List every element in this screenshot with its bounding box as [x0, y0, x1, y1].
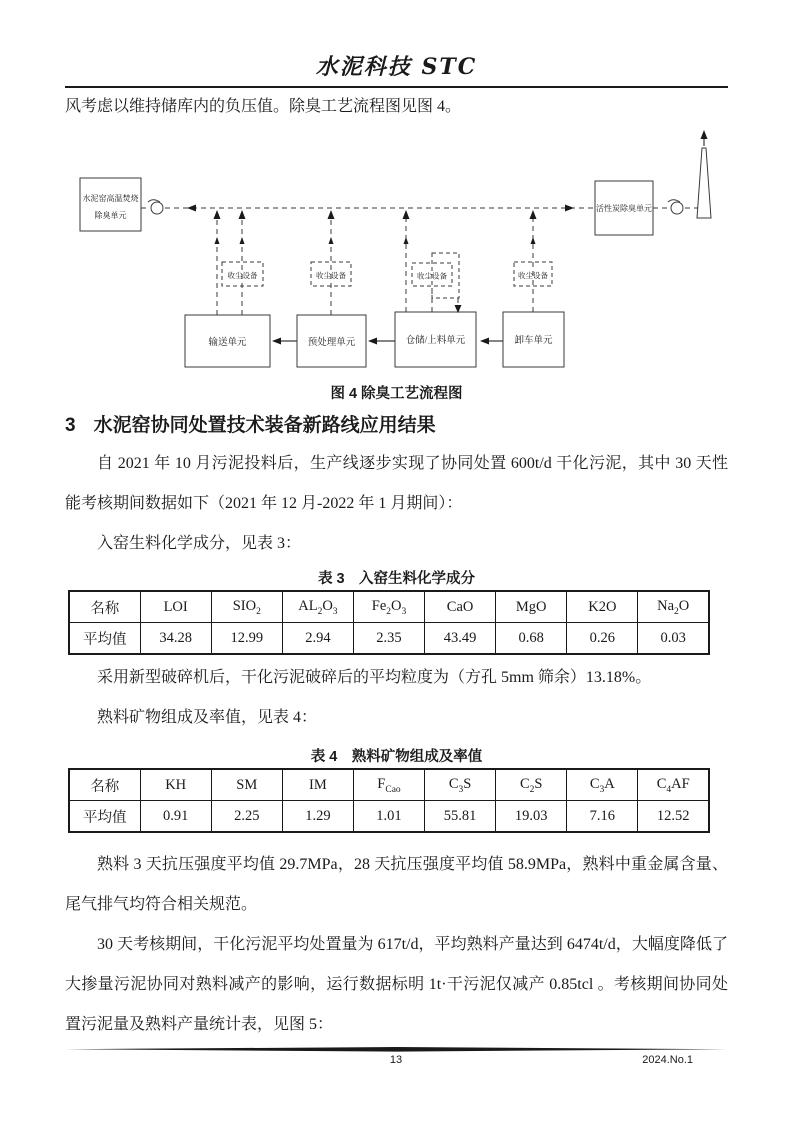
table-data-cell: 1.29	[282, 801, 353, 833]
table-data-cell: 平均值	[69, 623, 140, 655]
table-data-cell: 12.52	[638, 801, 709, 833]
table-header-cell: 名称	[69, 769, 140, 801]
table-data-cell: 43.49	[425, 623, 496, 655]
header-rule	[65, 86, 728, 88]
table-header-cell: $Na_2O$	[638, 591, 709, 623]
arrow-left-icon	[187, 205, 196, 212]
table-data-cell: 0.68	[496, 623, 567, 655]
unload-unit-box	[503, 312, 564, 367]
figure4-area	[0, 122, 793, 384]
table-header-cell: $SIO_2$	[211, 591, 282, 623]
table-data-cell: 1.01	[353, 801, 424, 833]
table-header-cell: $F_{Cao}$	[353, 769, 424, 801]
svg-text:收尘设备: 收尘设备	[518, 271, 548, 280]
table-header-cell: $C_3S$	[425, 769, 496, 801]
table-data-cell: 0.91	[140, 801, 211, 833]
paragraph-clinker-intro: 熟料矿物组成及率值，见表 4：	[97, 709, 318, 726]
table-clinker-minerals	[68, 768, 710, 833]
table-data-cell: 0.26	[567, 623, 638, 655]
table-data-cell: 0.03	[638, 623, 709, 655]
table-header-cell: K2O	[567, 591, 638, 623]
svg-text:收尘设备: 收尘设备	[227, 271, 258, 280]
table-header-cell: $C_3A$	[567, 769, 638, 801]
table-header-cell: IM	[282, 769, 353, 801]
paragraph-assessment: 30 天考核期间，干化污泥平均处置量为 617t/d，平均熟料产量达到 6474t/d，大幅度降低了大掺量污泥协同对熟料减产的影响，运行数据标明 1t·干污泥仅减产 0.85tcl 。考核期间协同处置污泥量及熟料产量统计表，见图 5：	[65, 936, 728, 1033]
arrow-right-icon	[565, 205, 574, 212]
svg-text:除臭单元: 除臭单元	[94, 211, 127, 220]
page-number: 13	[389, 1054, 403, 1066]
pretreat-unit-box	[297, 315, 366, 367]
table-data-cell: 55.81	[425, 801, 496, 833]
section-number: 3	[65, 415, 76, 436]
svg-text:预处理单元: 预处理单元	[307, 338, 356, 348]
journal-title: 水泥科技 STC	[315, 54, 478, 80]
table-header-cell: 名称	[69, 591, 140, 623]
svg-text:仓储/上料单元: 仓储/上料单元	[405, 336, 466, 346]
svg-text:活性炭除臭单元: 活性炭除臭单元	[596, 204, 652, 213]
section-heading	[65, 411, 728, 441]
flow-arrows	[272, 338, 503, 345]
table-data-cell: 12.99	[211, 623, 282, 655]
table-header-cell: MgO	[496, 591, 567, 623]
table-raw-meal-composition	[68, 590, 710, 655]
footer-rule	[65, 1047, 727, 1052]
svg-text:卸车单元: 卸车单元	[514, 336, 553, 346]
table-header-cell: $C_2S$	[496, 769, 567, 801]
fan-icon	[668, 200, 683, 214]
table-header-cell: $C_4AF$	[638, 769, 709, 801]
chimney-icon	[697, 130, 711, 218]
paragraph-investment: 自 2021 年 10 月污泥投料后，生产线逐步实现了协同处置 600t/d 干化污泥，其中 30 天性能考核期间数据如下（2021 年 12 月-2022 年 1 月期间）：	[65, 455, 728, 512]
figure4-flowchart	[0, 122, 793, 384]
intro-paragraph: 风考虑以维持储库内的负压值。除臭工艺流程图见图 4。	[65, 98, 462, 115]
dust-collector-box-stacked	[412, 253, 459, 298]
carbon-deodor-box	[595, 181, 653, 235]
paragraph-crusher: 采用新型破碎机后，干化污泥破碎后的平均粒度为（方孔 5mm 筛余）13.18%。	[97, 669, 652, 686]
table-data-cell: 2.25	[211, 801, 282, 833]
table-header-cell: CaO	[425, 591, 496, 623]
section-title: 水泥窑协同处置技术装备新路线应用结果	[93, 415, 436, 436]
table3-caption: 表 3 入窑生料化学成分	[317, 571, 476, 587]
table-header-cell: $AL_2O_3$	[282, 591, 353, 623]
table-header-cell: KH	[140, 769, 211, 801]
table-data-cell: 34.28	[140, 623, 211, 655]
exhaust-lines	[214, 210, 537, 315]
kiln-deodor-box	[80, 178, 141, 231]
svg-text:输送单元: 输送单元	[208, 338, 247, 348]
paragraph-raw-meal: 入窑生料化学成分，见表 3：	[97, 535, 302, 552]
table-data-cell: 平均值	[69, 801, 140, 833]
figure4-caption: 图 4 除臭工艺流程图	[330, 386, 463, 402]
table-data-cell: 19.03	[496, 801, 567, 833]
svg-text:水泥窑高温焚烧: 水泥窑高温焚烧	[82, 194, 139, 203]
table-header-cell: LOI	[140, 591, 211, 623]
paragraph-strength: 熟料 3 天抗压强度平均值 29.7MPa，28 天抗压强度平均值 58.9MPa，熟料中重金属含量、尾气排气均符合相关规范。	[65, 856, 728, 913]
table4-caption: 表 4 熟料矿物组成及率值	[310, 749, 483, 765]
page-footer	[65, 1047, 727, 1070]
table-data-cell: 2.35	[353, 623, 424, 655]
storage-unit-box	[395, 312, 476, 367]
fan-icon	[148, 200, 163, 214]
svg-text:收尘设备: 收尘设备	[417, 271, 447, 281]
svg-text:收尘设备: 收尘设备	[316, 271, 346, 280]
table-header-cell: SM	[211, 769, 282, 801]
table-data-cell: 2.94	[282, 623, 353, 655]
table-header-cell: $Fe_2O_3$	[353, 591, 424, 623]
issue-label: 2024.No.1	[642, 1054, 693, 1066]
table-data-cell: 7.16	[567, 801, 638, 833]
convey-unit-box	[185, 315, 270, 367]
